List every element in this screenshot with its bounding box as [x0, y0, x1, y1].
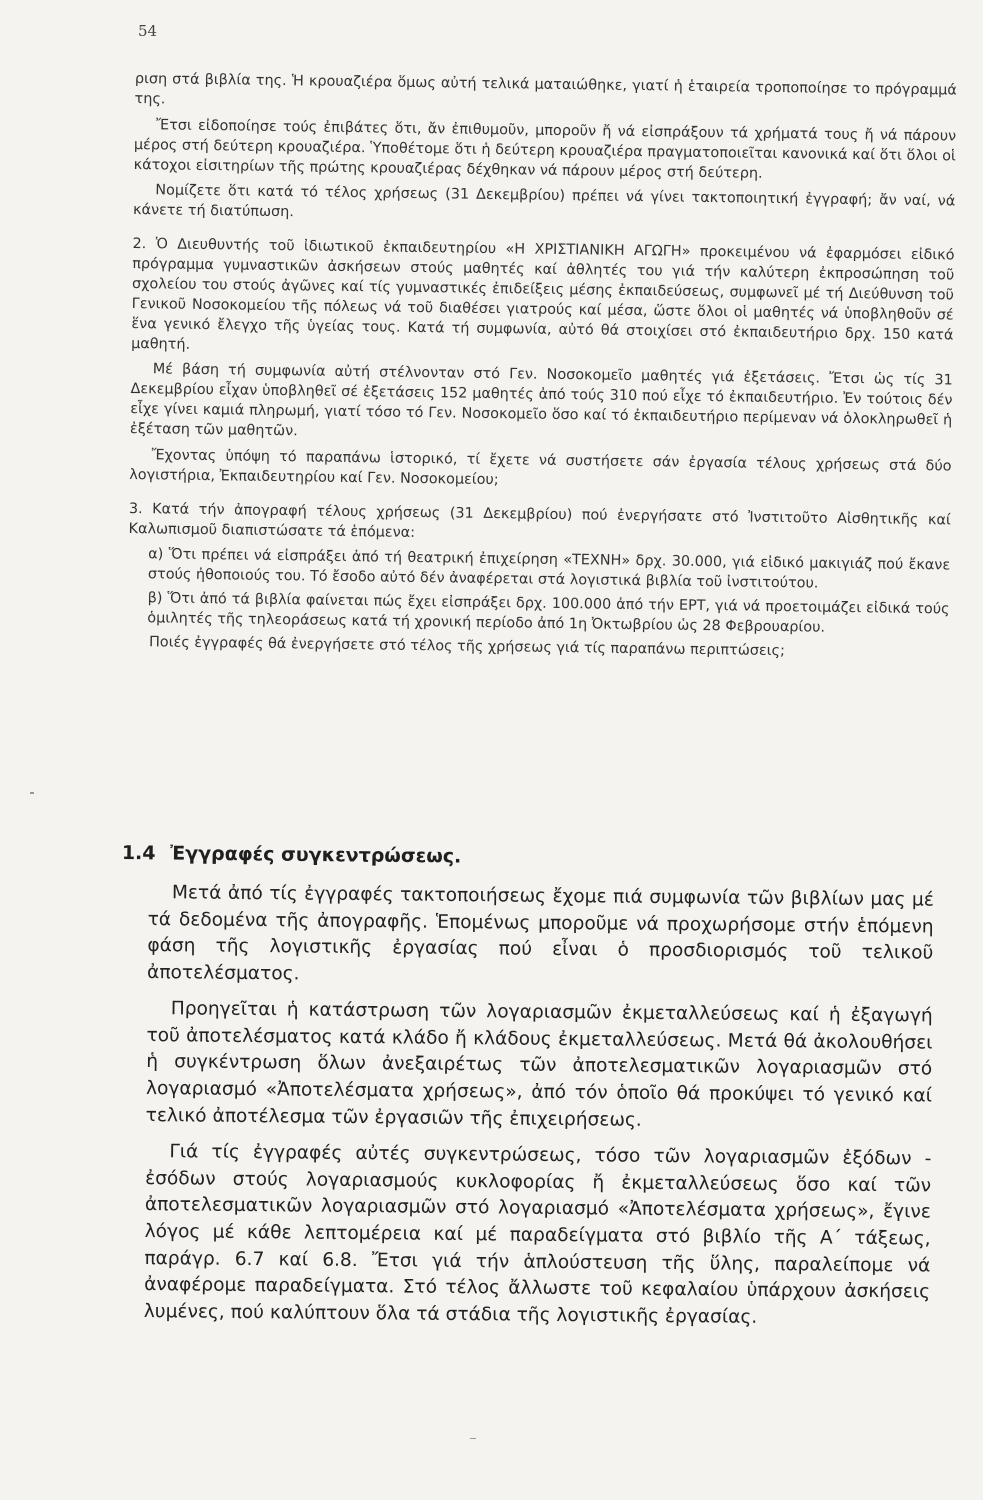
- exercise-question: Ποιές ἐγγραφές θά ἐνεργήσετε στό τέλος τῆς χρήσεως γιά τίς παραπάνω περιπτώσεις;: [148, 634, 786, 660]
- exercise-question: Ἔχοντας ὑπόψη τό παραπάνω ἱστορικό, τί ἔχετε νά συστήσετε σάν ἐργασία τέλους χρήσεως στά δύο λογιστήρια, Ἐκπαιδευτηρίου καί Γεν. Νοσοκομείου;: [129, 447, 952, 488]
- body-paragraph: Μετά ἀπό τίς ἐγγραφές τακτοποιήσεως ἔχομε πιά συμφωνία τῶν βιβλίων μας μέ τά δεδομένα τῆς ἀπογραφῆς. Ἑπομένως μποροῦμε νά προχωρήσομε στήν ἑπόμενη φάση τῆς λογιστικῆς ἐργασίας πού εἶναι ὁ προσδιορισμός τοῦ τελικοῦ ἀποτελέσματος.: [147, 882, 934, 985]
- scan-speck: [470, 1438, 476, 1439]
- exercise-item-b: β) Ὅτι ἀπό τά βιβλία φαίνεται πώς ἔχει εἰσπράξει δρχ. 100.000 ἀπό τήν ΕΡΤ, γιά νά προετοιμάζει εἰδικά τούς ὁμιλητές τῆς τηλεοράσεως κατά τή χρονική περίοδο ἀπό 1η Ὀκτωβρίου ὡς 28 Φεβρουαρίου.: [147, 590, 950, 636]
- body-paragraph: Προηγεῖται ἡ κατάστρωση τῶν λογαριασμῶν ἐκμεταλλεύσεως καί ἡ ἐξαγωγή τοῦ ἀποτελέσματος κατά κλάδο ἤ κλάδους ἐκμεταλλεύσεως. Μετά θά ἀκολουθήσει ἡ συγκέντρωση ὅλων ἀνεξαιρέτως τῶν ἀποτελεσματικῶν λογαριασμῶν στό λογαριασμό «Ἀποτελέσματα χρήσεως», ἀπό τόν ὁποῖο θά προκύψει τό γενικό καί τελικό ἀποτέλεσμα τῶν ἐργασιῶν τῆς ἐπιχειρήσεως.: [145, 998, 933, 1131]
- body-paragraph: Γιά τίς ἐγγραφές αὐτές συγκεντρώσεως, τόσο τῶν λογαριασμῶν ἐξόδων - ἐσόδων στούς λογαριασμούς κυκλοφορίας ἤ ἐκμεταλλεύσεως ὅσο καί τῶν ἀποτελεσματικῶν λογαριασμῶν στό λογαριασμό «Ἀποτελέσματα χρήσεως», ἔγινε λόγος μέ κάθε λεπτομέρεια καί μέ παραδείγματα στό βιβλίο τῆς Α΄ τάξεως, παράγρ. 6.7 καί 6.8. Ἔτσι γιά τήν ἁπλούστευση τῆς ὕλης, παραλείπομε νά ἀναφέρομε παραδείγματα. Στό τέλος ἄλλωστε τοῦ κεφαλαίου ὑπάρχουν ἀσκήσεις λυμένες, πού καλύπτουν ὅλα τά στάδια τῆς λογιστικῆς ἐργασίας.: [143, 1141, 932, 1328]
- section-body: [144, 880, 934, 1343]
- exercise-question: Νομίζετε ὅτι κατά τό τέλος χρήσεως (31 Δεκεμβρίου) πρέπει νά γίνει τακτοποιητική ἐγγραφή; ἄν ναί, νά κάνετε τή διατύπωση.: [132, 182, 956, 221]
- page-number: 54: [138, 22, 158, 40]
- exercise-2: 2. Ὁ Διευθυντής τοῦ ἰδιωτικοῦ ἐκπαιδευτηρίου «Η ΧΡΙΣΤΙΑΝΙΚΗ ΑΓΩΓΗ» προκειμένου νά ἐφαρμόσει εἰδικό πρόγραμμα γυμναστικῶν ἀσκήσεων στούς μαθητές καί ἀθλητές του γιά τήν καλύτερη ἐκπροσώπηση τοῦ σχολείου του στούς ἀγῶνες καί τίς γυμναστικές ἐπιδείξεις μέσης ἐκπαιδεύσεως, συμφωνεῖ μέ τή Διεύθυνση τοῦ Γενικοῦ Νοσοκομείου τῆς πόλεως νά τοῦ διαθέσει γιατρούς καί μέσα, ὥστε ὅλοι οἱ μαθητές νά ὑποβληθοῦν σέ ἕνα γενικό ἔλεγχο τῆς ὑγείας τους. Κατά τή συμφωνία, αὐτό θά στοιχίσει στό ἐκπαιδευτήριο δρχ. 150 κατά μαθητή.: [131, 236, 955, 353]
- exercise-paragraph: ριση στά βιβλία της. Ἡ κρουαζιέρα ὅμως αὐτή τελικά ματαιώθηκε, γιατί ἡ ἑταιρεία τροποποίησε το πρόγραμμά της.: [134, 70, 957, 108]
- section-heading: [122, 842, 944, 873]
- exercise-paragraph: Μέ βάση τή συμφωνία αὐτή στέλνονταν στό Γεν. Νοσοκομεῖο μαθητές γιά ἐξετάσεις. Ἔτσι ὡς τίς 31 Δεκεμβρίου εἶχαν ὑποβληθεῖ σέ ἐξετάσεις 152 μαθητές ἀπό τούς 310 πού εἶχε τό ἐκπαιδευτήριο. Ἐν τούτοις δέν εἶχε γίνει καμιά πληρωμή, γιατί τόσο τό Γεν. Νοσοκομεῖο ὅσο καί τό ἐκπαιδευτήριο περίμεναν νά ὁλοκληρωθεῖ ἡ ἐξέταση τῶν μαθητῶν.: [129, 361, 953, 440]
- scan-speck: [30, 792, 34, 794]
- section-title: Ἐγγραφές συγκεντρώσεως.: [170, 842, 462, 868]
- exercise-paragraph: Ἔτσι εἰδοποίησε τούς ἐπιβάτες ὅτι, ἄν ἐπιθυμοῦν, μποροῦν ἤ νά εἰσπράξουν τά χρήματά τους ἤ νά πάρουν μέρος στή δεύτερη κρουαζιέρα. Ὑποθέτομε ὅτι ἡ δεύτερη κρουαζιέρα πραγματοποιεῖται κανονικά καί ὅτι ὅλοι οἱ κάτοχοι εἰσιτηρίων τῆς πρώτης κρουαζιέρας δέχθηκαν νά πάρουν μέρος στή δεύτερη.: [133, 117, 957, 182]
- exercises-block: [127, 70, 957, 670]
- exercise-item-a: α) Ὅτι πρέπει νά εἰσπράξει ἀπό τή θεατρική ἐπιχείρηση «ΤΕΧΝΗ» δρχ. 30.000, γιά εἰδικό μακιγιάζ πού ἔκανε στούς ἠθοποιούς του. Τό ἔσοδο αὐτό δέν ἀναφέρεται στά λογιστικά βιβλία τοῦ ἰνστιτούτου.: [147, 546, 951, 592]
- section-number: 1.4: [121, 842, 156, 865]
- exercise-3: 3. Κατά τήν ἀπογραφή τέλους χρήσεως (31 Δεκεμβρίου) πού ἐνεργήσατε στό Ἰνστιτοῦτο Αἰσθητικῆς καί Καλωπισμοῦ διαπιστώσατε τά ἑπόμενα:: [128, 500, 951, 541]
